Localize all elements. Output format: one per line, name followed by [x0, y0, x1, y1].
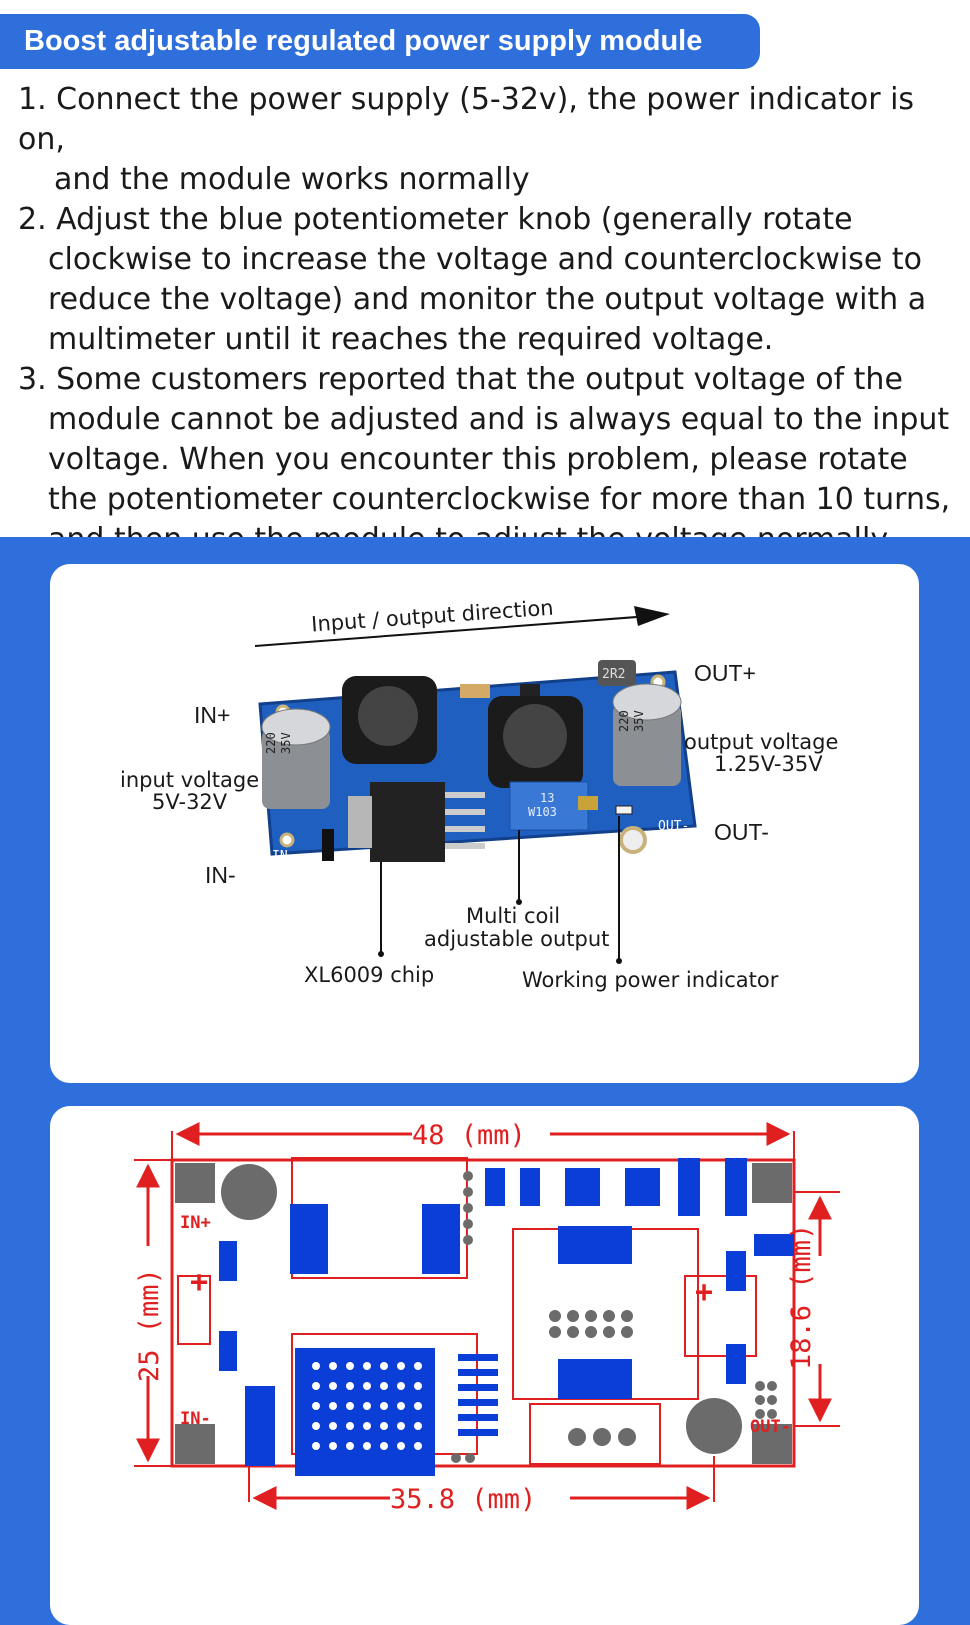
step-3	[18, 360, 963, 560]
cap-rating-4: 35V	[632, 710, 646, 732]
indicator-label: Working power indicator	[522, 968, 779, 992]
module-diagram-card	[50, 564, 919, 1083]
step-1-line-1: 1. Connect the power supply (5-32v), the power indicator is on,	[18, 82, 915, 157]
cap-rating-1: 220	[264, 732, 278, 754]
step-2-line-2: clockwise to increase the voltage and counterclockwise to	[48, 242, 922, 277]
module-diagram	[50, 564, 919, 1083]
input-inductor-coil	[358, 686, 418, 746]
direction-label: Input / output direction	[310, 595, 555, 637]
title-banner	[0, 14, 760, 69]
out-plus-label: OUT+	[694, 660, 756, 686]
board-in-minus-text: IN-	[272, 849, 296, 864]
step-3-line-1: 3. Some customers reported that the output voltage of the	[18, 362, 903, 397]
smd-part	[520, 684, 540, 696]
step-2	[18, 200, 963, 360]
step-2-line-3: reduce the voltage) and monitor the output voltage with a	[48, 282, 927, 317]
potentiometer-knob	[578, 796, 598, 810]
input-voltage-label: input voltage	[120, 768, 260, 792]
step-3-line-2: module cannot be adjusted and is always equal to the input	[48, 402, 950, 437]
corner-pad	[175, 1163, 215, 1203]
height-label: 25 (mm)	[134, 1268, 165, 1382]
pot-number-text: 13	[540, 791, 555, 805]
pot-code-text: W103	[528, 805, 557, 819]
output-voltage-label: output voltage	[684, 730, 839, 754]
chip-label: XL6009 chip	[304, 963, 435, 987]
width-label: 48 (mm)	[412, 1120, 526, 1151]
corner-pad	[175, 1424, 215, 1464]
mount-hole	[281, 834, 293, 846]
cap-rating-3: 220	[617, 710, 631, 732]
multi-coil-label-2: adjustable output	[424, 927, 610, 951]
step-2-line-4: multimeter until it reaches the required voltage.	[48, 322, 774, 357]
step-2-line-1: 2. Adjust the blue potentiometer knob (generally rotate	[18, 202, 853, 237]
output-inductor-coil	[503, 704, 567, 768]
corner-pad	[752, 1163, 792, 1203]
power-indicator-led	[616, 806, 632, 814]
hole-height-label: 18.6 (mm)	[786, 1223, 817, 1370]
pcb-in-plus-text: IN+	[180, 1213, 211, 1233]
mount-hole	[221, 1164, 277, 1220]
board-out-minus-text: OUT-	[658, 819, 690, 834]
mount-hole	[686, 1398, 742, 1454]
step-1-line-2: and the module works normally	[54, 162, 530, 197]
page-title: Boost adjustable regulated power supply module	[24, 25, 703, 57]
dimension-card	[50, 1106, 919, 1625]
plus-mark: +	[190, 1265, 209, 1300]
in-minus-label: IN-	[205, 862, 236, 888]
step-1	[18, 80, 963, 200]
cap-rating-2: 35V	[279, 732, 293, 754]
diode	[322, 829, 334, 861]
chip-tab	[348, 796, 372, 848]
mount-hole	[621, 828, 645, 852]
step-3-line-4: the potentiometer counterclockwise for more than 10 turns,	[48, 482, 951, 517]
out-minus-label: OUT-	[714, 819, 769, 845]
instructions-list	[18, 80, 963, 560]
step-3-line-3: voltage. When you encounter this problem, please rotate	[48, 442, 908, 477]
hole-width-label: 35.8 (mm)	[390, 1484, 537, 1515]
output-voltage-range: 1.25V-35V	[714, 752, 823, 776]
multi-coil-label: Multi coil	[466, 904, 561, 928]
inductor-code-text: 2R2	[602, 667, 626, 682]
direction-arrow-head	[634, 606, 670, 626]
xl6009-chip	[370, 782, 445, 862]
pcb-in-minus-text: IN-	[180, 1409, 211, 1429]
plus-mark: +	[695, 1275, 714, 1310]
input-voltage-range: 5V-32V	[152, 790, 228, 814]
smd-part	[460, 684, 490, 698]
pcb-out-minus-text: OUT-	[750, 1417, 791, 1437]
dimension-drawing	[50, 1106, 919, 1625]
in-plus-label: IN+	[194, 702, 231, 728]
